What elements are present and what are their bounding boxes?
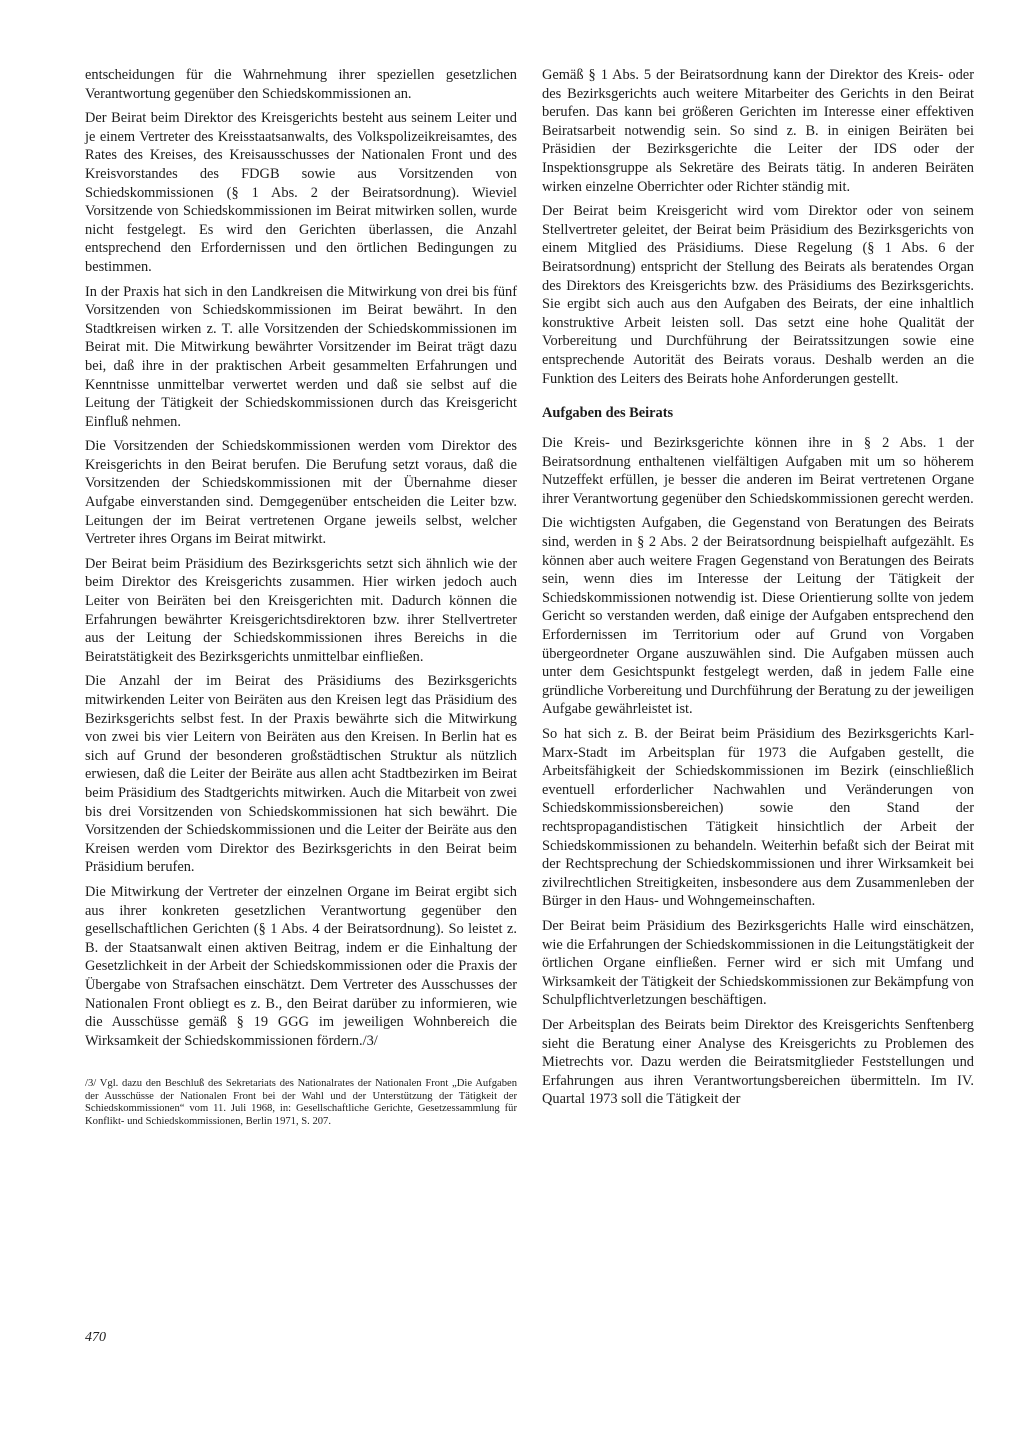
paragraph: Der Arbeitsplan des Beirats beim Direktor des Kreisgerichts Senftenberg sieht die Beratung einer Analyse des Kreisgerichts zu Problemen des Mietrechts vor. Dazu werden die Beiratsmitglieder Feststellungen und Erfahrungen aus ihren Verantwortungsbereichen übermitteln. Im IV. Quartal 1973 soll die Tätigkeit der: [542, 1016, 974, 1108]
paragraph: Gemäß § 1 Abs. 5 der Beiratsordnung kann der Direktor des Kreis- oder des Bezirksgerichts auch weitere Mitarbeiter des Gerichts in den Beirat berufen. Das kann bei größeren Gerichten im Interesse einer effektiven Beiratsarbeit notwendig sein. So sind z. B. in einigen Beiräten bei Präsidien der Bezirksgerichte die Leiter der IDS oder der Inspektionsgruppe als Sekretäre des Beirats tätig. In anderen Beiräten wirken einzelne Oberrichter oder Richter ständig mit.: [542, 67, 974, 195]
paragraph: So hat sich z. B. der Beirat beim Präsidium des Bezirksgerichts Karl-Marx-Stadt im Arbeitsplan für 1973 die Aufgaben gestellt, die Arbeitsfähigkeit der Schiedskommissionen im Bezirk (einschließlich eventuell erforderlicher Nachwahlen und Veränderungen von Schiedskommissionsbereichen) sowie den Stand der rechtspropagandistischen Tätigkeit hinsichtlich der Arbeit der Schiedskommissionen zu behandeln. Weiterhin befaßt sich der Beirat mit der Rechtsprechung der Schiedskommissionen und ihrer Wirksamkeit bei zivilrechtlichen Streitigkeiten, insbesondere aus dem Zusammenleben der Bürger in den Haus- und Wohngemeinschaften.: [542, 726, 974, 910]
section-heading: Aufgaben des Beirats: [542, 405, 674, 422]
paragraph: entscheidungen für die Wahrnehmung ihrer speziellen gesetzlichen Verantwortung gegenüber den Schiedskommissionen an.: [85, 67, 517, 102]
paragraph: Der Beirat beim Präsidium des Bezirksgerichts Halle wird einschätzen, wie die Erfahrungen der Schiedskommissionen in die Leitungstätigkeit der örtlichen Organe einfließen. Ferner wird er sich mit Umfang und Wirksamkeit der Tätigkeit der Schiedskommissionen zur Bekämpfung von Schulpflichtverletzungen beschäftigen.: [542, 917, 974, 1009]
paragraph: Der Beirat beim Direktor des Kreisgerichts besteht aus seinem Leiter und je einem Vertreter des Kreisstaatsanwalts, des Volkspolizeikreisamtes, des Rates des Kreises, des Kreisausschusses der Nationalen Front und des Kreisvorstandes des FDGB sowie aus Vorsitzenden von Schiedskommissionen (§ 1 Abs. 2 der Beiratsordnung). Wieviel Vorsitzende von Schiedskommissionen im Beirat mitwirken sollen, wurde nicht festgelegt. Es wird den Gerichten überlassen, die Anzahl entsprechend den Erfordernissen und den örtlichen Bedingungen zu bestimmen.: [85, 110, 517, 275]
paragraph: Der Beirat beim Kreisgericht wird vom Direktor oder von seinem Stellvertreter geleitet, der Beirat beim Präsidium des Bezirksgerichts von einem Mitglied des Präsidiums. Diese Regelung (§ 1 Abs. 6 der Beiratsordnung) entspricht der Stellung des Beirats als beratendes Organ des Direktors des Kreisgerichts bzw. des Präsidiums des Bezirksgerichts. Sie ergibt sich auch aus den Aufgaben des Beirats, der eine inhaltlich konstruktive Arbeit leisten soll. Das setzt eine hohe Qualität der Vorbereitung und Durchführung der Beiratssitzungen sowie eine entsprechende Autorität des Beirats voraus. Deshalb werden an die Funktion des Leiters des Beirats hohe Anforderungen gestellt.: [542, 203, 974, 387]
paragraph: Der Beirat beim Präsidium des Bezirksgerichts setzt sich ähnlich wie der beim Direktor des Kreisgerichts zusammen. Hier wirken jedoch auch Leiter von Beiräten bei den Kreisgerichten mit. Dadurch können die Erfahrungen bewährter Kreisgerichtsdirektoren bzw. ihrer Stellvertreter aus der Leitung der Schiedskommissionen ihres Bereichs in die Beiratstätigkeit des Bezirksgerichts unmittelbar einfließen.: [85, 555, 517, 665]
left-column: [85, 66, 517, 1129]
paragraph: Die Mitwirkung der Vertreter der einzelnen Organe im Beirat ergibt sich aus ihrer konkreten gesetzlichen Verantwortung gegenüber den gesellschaftlichen Gerichten (§ 1 Abs. 4 der Beiratsordnung). So leistet z. B. der Staatsanwalt einen aktiven Beitrag, indem er die Einhaltung der Gesetzlichkeit in der Arbeit der Schiedskommissionen oder die Praxis der Übergabe von Strafsachen einschätzt. Dem Vertreter des Ausschusses der Nationalen Front obliegt es z. B., den Beirat darüber zu informieren, wie die Ausschüsse gemäß § 19 GGG im jeweiligen Wohnbereich die Wirksamkeit der Schiedskommissionen fördern./3/: [85, 883, 517, 1049]
paragraph: Die Anzahl der im Beirat des Präsidiums des Bezirksgerichts mitwirkenden Leiter von Beiräten aus den Kreisen legt das Präsidium des Bezirksgerichts selbst fest. In der Praxis bewährte sich die Mitwirkung von zwei bis vier Leitern von Beiräten aus den Kreisen. In Berlin hat es sich auf Grund der besonderen großstädtischen Struktur als nützlich erwiesen, daß die Leiter der Beiräte aus allen acht Stadtbezirken im Beirat beim Präsidium des Stadtgerichts mitwirken. Auch die Mitarbeit von zwei bis drei Vorsitzenden von Schiedskommissionen hat sich bewährt. Die Vorsitzenden der Schiedskommissionen und die Leiter der Beiräte aus den Kreisen werden vom Direktor des Bezirksgerichts in den Beirat beim Präsidium berufen.: [85, 673, 517, 876]
footnote: /3/ Vgl. dazu den Beschluß des Sekretariats des Nationalrates der Nationalen Front „Die Aufgaben der Ausschüsse der Nationalen Front bei der Wahl und der Unterstützung der Tätigkeit der Schiedskommissionen“ vom 11. Juli 1968, in: Gesellschaftliche Gerichte, Gesetzessammlung für Konflikt- und Schiedskommissionen, Berlin 1971, S. 207.: [85, 1078, 517, 1128]
paragraph: Die wichtigsten Aufgaben, die Gegenstand von Beratungen des Beirats sind, werden in § 2 Abs. 2 der Beiratsordnung beispielhaft aufgezählt. Es können aber auch weitere Fragen Gegenstand von Beratungen des Beirats sein, wenn dies im Interesse der Leitung der Tätigkeit der Schiedskommissionen notwendig ist. Diese Orientierung sollte von jedem Gericht so verstanden werden, daß einige der Aufgaben entsprechend den Erfordernissen im Territorium oder auf Grund von Vorgaben übergeordneter Organe auszuwählen sind. Die Aufgaben müssen auch unter dem Gesichtspunkt festgelegt werden, daß in jedem Falle eine gründliche Vorbereitung und Durchführung der Beratung zu der jeweiligen Aufgabe gewährleistet ist.: [542, 515, 974, 718]
paragraph: Die Vorsitzenden der Schiedskommissionen werden vom Direktor des Kreisgerichts in den Beirat berufen. Die Berufung setzt voraus, daß die Vorsitzenden der Schiedskommissionen mit der Übernahme dieser Aufgabe einverstanden sind. Demgegenüber entscheiden die Leiter bzw. Leitungen der im Beirat vertretenen Organe jeweils selbst, welcher Vertreter ihres Organs im Beirat mitwirkt.: [85, 438, 517, 548]
right-column: [542, 66, 974, 1115]
page-number: 470: [85, 1330, 106, 1345]
paragraph: Die Kreis- und Bezirksgerichte können ihre in § 2 Abs. 1 der Beiratsordnung enthaltenen vielfältigen Aufgaben mit um so höherem Nutzeffekt erfüllen, je besser die anderen im Beirat vertretenen Organe ihrer Verantwortung gegenüber den Schiedskommissionen gerecht werden.: [542, 435, 974, 507]
paragraph: In der Praxis hat sich in den Landkreisen die Mitwirkung von drei bis fünf Vorsitzenden von Schiedskommissionen im Beirat bewährt. In den Stadtkreisen wirken z. T. alle Vorsitzenden der Schiedskommissionen im Beirat mit. Die Mitwirkung bewährter Vorsitzender im Beirat trägt dazu bei, daß ihre in der praktischen Arbeit gesammelten Erfahrungen und Kenntnisse unmittelbar verwertet werden und daß sie selbst auf die Leitung der Tätigkeit der Schiedskommissionen durch das Kreisgericht Einfluß nehmen.: [85, 283, 517, 430]
